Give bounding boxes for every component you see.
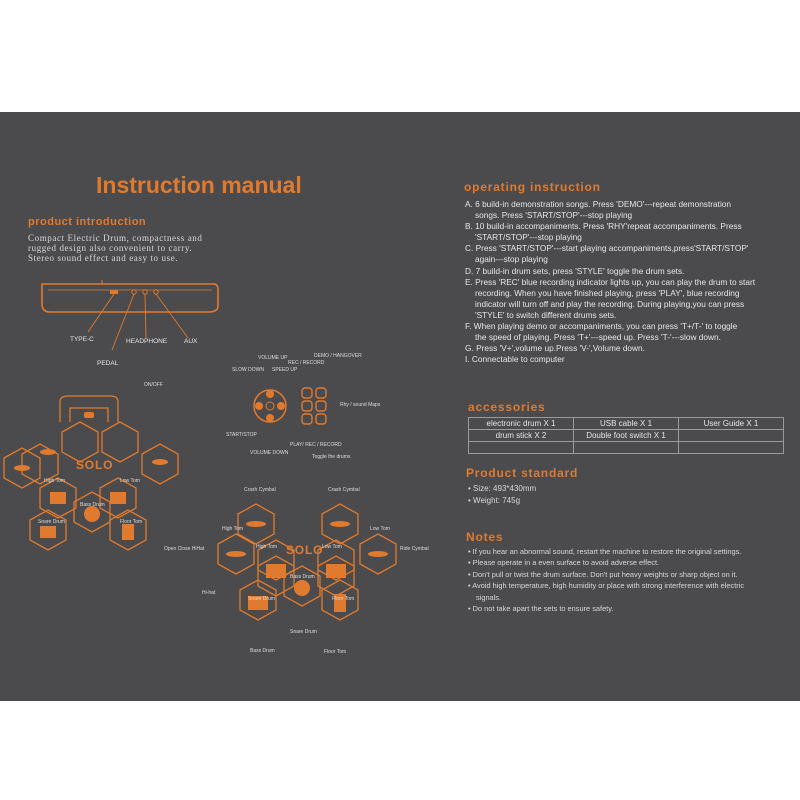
list-item-text: If you hear an abnormal sound, restart the machine to restore the original settings. [472, 547, 742, 556]
list-item: • Don't pull or twist the drum surface. Don't put heavy weights or sharp object on it. [468, 569, 738, 579]
device-side-diagram [38, 280, 238, 360]
rec-label: REC / RECORD [288, 360, 325, 366]
instruction-line: recording. When you have finished playing, press 'PLAY', blue recording [475, 287, 740, 298]
operating-heading: operating instruction [464, 180, 601, 194]
intro-line: rugged design also convenient to carry. [28, 243, 193, 253]
product-intro-heading: product introduction [28, 216, 147, 228]
table-cell: USB cable X 1 [574, 418, 679, 430]
demo-label: DEMO / HANGOVER [314, 353, 362, 359]
slow-down-label: SLOW DOWN [232, 367, 264, 373]
volume-down-label: VOLUME DOWN [250, 450, 289, 456]
instruction-line: B. 10 build-in accompaniments. Press 'RHY'repeat accompaniments. Press [465, 221, 742, 232]
list-item-text: Do not take apart the sets to ensure safety. [472, 604, 614, 614]
table-row [469, 430, 784, 442]
startstop-label: START/STOP [226, 432, 257, 438]
table-cell [574, 442, 679, 454]
manual-sheet [0, 112, 800, 701]
table-row [469, 442, 784, 454]
list-item-text: Size: 493*430mm [473, 484, 537, 493]
kit2-label: Bass Drum [250, 648, 275, 654]
table-cell [679, 442, 784, 454]
drum-kit-diagram-2 [200, 484, 420, 644]
power-icon [84, 412, 94, 418]
list-item-text: signals. [476, 592, 502, 602]
pad-label: Floor Tom [120, 519, 143, 525]
kit2-label: Low Tom [322, 544, 342, 550]
standard-heading: Product standard [466, 466, 579, 480]
pad-label: High Tom [44, 478, 66, 484]
accessories-heading: accessories [468, 400, 546, 414]
list-item: • Avoid high temperature, high humidity or place with strong interference with electric [468, 581, 745, 591]
typec-port-icon [110, 290, 118, 294]
instruction-line: A. 6 build-in demonstration songs. Press 'DEMO'---repeat demonstration [465, 199, 732, 209]
volume-up-label: VOLUME UP [258, 355, 288, 361]
table-cell: User Guide X 1 [679, 418, 784, 430]
list-item-text: Weight: 745g [473, 496, 521, 505]
table-cell: electronic drum X 1 [469, 418, 574, 430]
kit2-label: Snare Drum [290, 629, 317, 635]
list-item-text: Don't pull or twist the drum surface. Don't put heavy weights or sharp object on it. [472, 569, 738, 579]
aux-label: AUX [184, 338, 198, 345]
kit2-label: High Tom [222, 526, 244, 532]
list-item: • Do not take apart the sets to ensure safety. [468, 604, 614, 614]
instruction-line: I. Connectable to computer [465, 354, 565, 365]
pedal-label: PEDAL [97, 360, 119, 367]
pad-label: Bass Drum [80, 502, 105, 508]
list-item: • Size: 493*430mm [468, 484, 537, 493]
list-item [468, 592, 798, 603]
notes-list [468, 546, 798, 614]
operating-instructions [465, 199, 795, 365]
pad-label: Snare Drum [38, 519, 65, 525]
table-row [469, 418, 784, 430]
headphone-port-icon [143, 290, 147, 294]
kit2-label: Low Tom [370, 526, 390, 532]
instruction-line: again---stop playing [475, 254, 548, 265]
kit2-label: Open Close HiHat [164, 546, 205, 552]
notes-heading: Notes [466, 530, 504, 544]
table-cell [679, 430, 784, 442]
standard-list [468, 483, 536, 507]
list-item-text: Avoid high temperature, high humidity or place with strong interference with electric [472, 581, 745, 591]
table-cell: drum stick X 2 [469, 430, 574, 442]
kit2-label: Ride Cymbal [400, 546, 429, 552]
intro-line: Stereo sound effect and easy to use. [28, 253, 179, 263]
instruction-line: F. When playing demo or accompaniments, you can press 'T+/T-' to toggle [465, 321, 738, 332]
instruction-line: songs. Press 'START/STOP'---stop playing [475, 210, 633, 221]
kit2-label: Crash Cymbal [244, 487, 276, 493]
style-label: Rhy / sound Maps [340, 402, 381, 408]
instruction-line: C. Press 'START/STOP'---start playing accompaniments,press'START/STOP' [465, 243, 749, 254]
kit2-label: Floor Tom [324, 649, 347, 655]
aux-port-icon [154, 290, 158, 294]
instruction-line: 'START/STOP'---stop playing [475, 232, 582, 243]
pedal-port-icon [132, 290, 136, 294]
pad-label: Low Tom [120, 478, 140, 484]
list-item-text: Please operate in a even surface to avoid adverse effect. [472, 558, 660, 568]
kit2-label: Hi-hat [202, 590, 216, 596]
toggle-label: Toggle the drums [312, 454, 351, 460]
table-cell [469, 442, 574, 454]
instruction-line: E. Press 'REC' blue recording indicator lights up, you can play the drum to start [465, 276, 756, 287]
instruction-line: the speed of playing. Press 'T+'---speed up. Press 'T-'---slow down. [475, 332, 721, 343]
onoff-label: ON/OFF [144, 382, 163, 388]
kit2-label: Snare Drum [248, 596, 275, 602]
speed-up-label: SPEED UP [272, 367, 298, 373]
brand-logo-2: SOLO [286, 543, 324, 557]
drum-kit-diagram-1 [0, 392, 190, 562]
headphone-label: HEADPHONE [126, 338, 168, 345]
kit2-label: Crash Cymbal [328, 487, 360, 493]
brand-logo-1: SOLO [76, 458, 114, 472]
list-item: • Weight: 745g [468, 496, 521, 505]
intro-line: Compact Electric Drum, compactness and [28, 233, 203, 243]
page-title: Instruction manual [96, 172, 302, 198]
list-item: • Please operate in a even surface to avoid adverse effect. [468, 558, 660, 568]
accessories-table [468, 417, 784, 454]
typec-label: TYPE-C [70, 336, 94, 343]
instruction-line: D. 7 build-in drum sets, press 'STYLE' toggle the drum sets. [465, 265, 685, 276]
play-label: PLAY/ REC / RECORD [290, 442, 342, 448]
kit2-label: Floor Tom [332, 596, 355, 602]
instruction-line: 'STYLE' to switch different drums sets. [475, 309, 617, 320]
table-cell: Double foot switch X 1 [574, 430, 679, 442]
list-item: • If you hear an abnormal sound, restart the machine to restore the original settings. [468, 547, 742, 556]
kit2-label: Bass Drum [290, 574, 315, 580]
kit2-label: High Tom [256, 544, 278, 550]
product-intro-text [28, 233, 268, 263]
instruction-line: G. Press 'V+',volume up.Press 'V-',Volume down. [465, 343, 645, 354]
instruction-line: indicator will turn off and play the recording. During playing,you can press [475, 298, 745, 309]
